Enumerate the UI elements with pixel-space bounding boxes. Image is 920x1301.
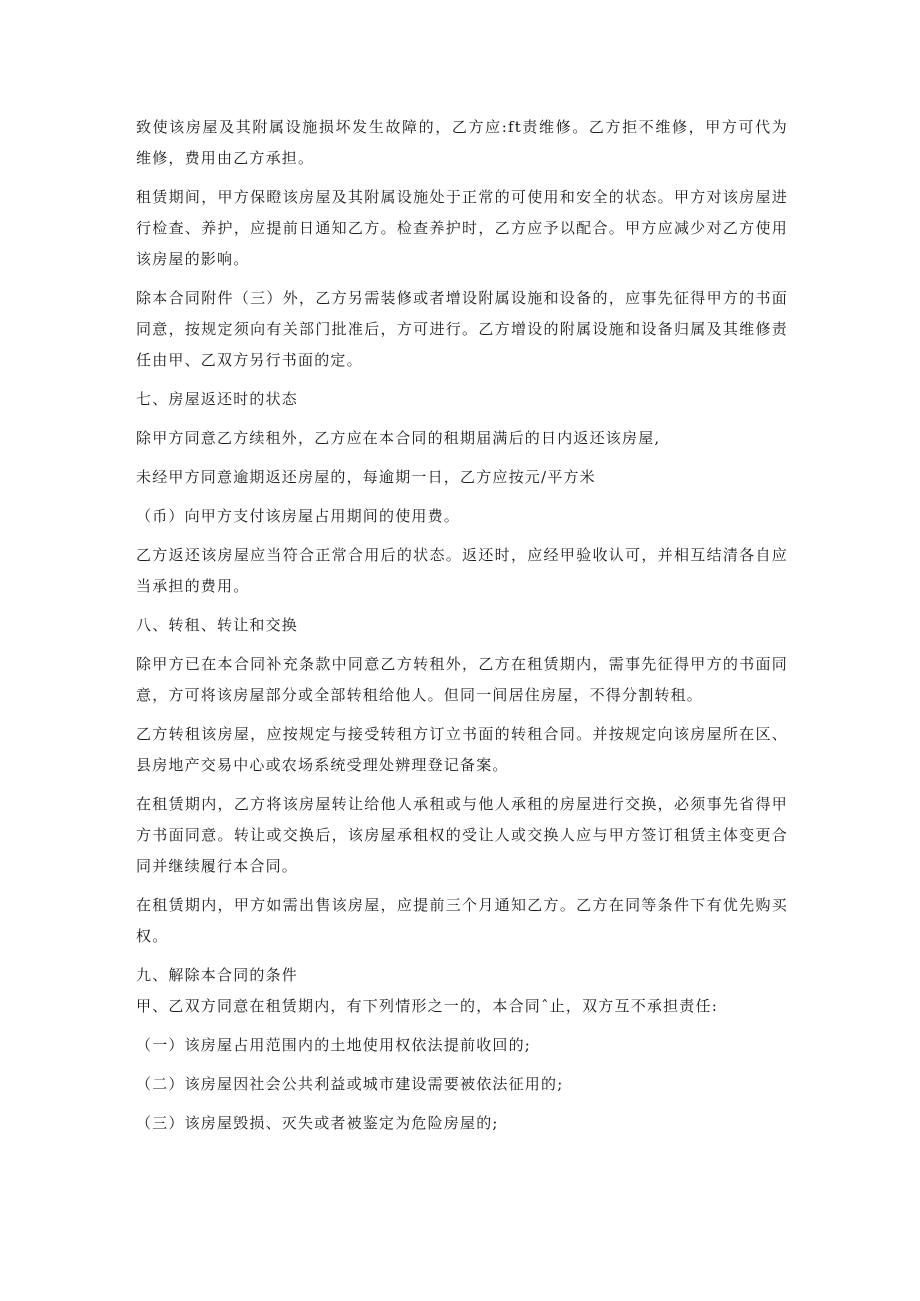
paragraph-sale-priority: 在租赁期内，甲方如需出售该房屋，应提前三个月通知乙方。乙方在同等条件下有优先购买权。 <box>136 896 788 945</box>
paragraph-transfer-exchange: 在租赁期内，乙方将该房屋转让给他人承租或与他人承租的房屋进行交换，必须事先省得甲方书面同意。转让或交换后，该房屋承租权的受让人或交换人应与甲方签订租赁主体变更合同并继续履行本合同。 <box>136 795 788 875</box>
section-heading-7: 七、房屋返还时的状态 <box>136 390 299 408</box>
paragraph-return-condition: 乙方返还该房屋应当符合正常合用后的状态。返还时，应经甲验收认可，并相互结清各自应当承担的费用。 <box>136 546 788 595</box>
paragraph-overdue-fee: 未经甲方同意逾期返还房屋的，每逾期一日，乙方应按元/平方米 <box>136 468 596 486</box>
list-item-termination-1: （一）该房屋占用范围内的土地使用权依法提前收回的; <box>136 1036 532 1054</box>
paragraph-usage-fee: （币）向甲方支付该房屋占用期间的使用费。 <box>136 507 461 525</box>
paragraph-termination-conditions: 甲、乙双方同意在租赁期内，有下列情形之一的，本合同ˆ止，双方互不承担责任: <box>136 997 718 1015</box>
paragraph-sublet-consent: 除甲方已在本合同补充条款中同意乙方转租外，乙方在租赁期内，需事先征得甲方的书面同意，方可将该房屋部分或全部转租给他人。但同一间居住房屋，不得分割转租。 <box>136 655 788 704</box>
paragraph-return-deadline: 除甲方同意乙方续租外，乙方应在本合同的租期届满后的日内返还该房屋, <box>136 429 661 447</box>
paragraph-renovation-consent: 除本合同附件（三）外，乙方另需装修或者增设附属设施和设备的，应事先征得甲方的书面同意，按规定须向有关部门批准后，方可进行。乙方增设的附属设施和设备归属及其维修责任由甲、乙双方另行书面的定。 <box>136 289 788 369</box>
paragraph-sublet-contract: 乙方转租该房屋，应按规定与接受转租方订立书面的转租合同。并按规定向该房屋所在区、县房地产交易中心或农场系统受理处辨理登记备案。 <box>136 725 788 774</box>
document-body <box>136 112 788 1147</box>
paragraph-repair-duty: 致使该房屋及其附属设施损坏发生故障的，乙方应:ft责维修。乙方拒不维修，甲方可代为维修，费用由乙方承担。 <box>136 118 788 167</box>
paragraph-lease-maintenance: 租赁期间，甲方保瞪该房屋及其附属设施处于正常的可使用和安全的状态。甲方对该房屋进行检查、养护，应提前日通知乙方。检查养护时，乙方应予以配合。甲方应减少对乙方使用该房屋的影响。 <box>136 188 788 268</box>
section-heading-8: 八、转租、转让和交换 <box>136 616 299 634</box>
section-heading-9: 九、解除本合同的条件 <box>136 966 299 984</box>
list-item-termination-2: （二）该房屋因社会公共利益或城市建设需要被依法征用的; <box>136 1075 564 1093</box>
list-item-termination-3: （三）该房屋毁损、灭失或者被鉴定为危险房屋的; <box>136 1114 499 1132</box>
